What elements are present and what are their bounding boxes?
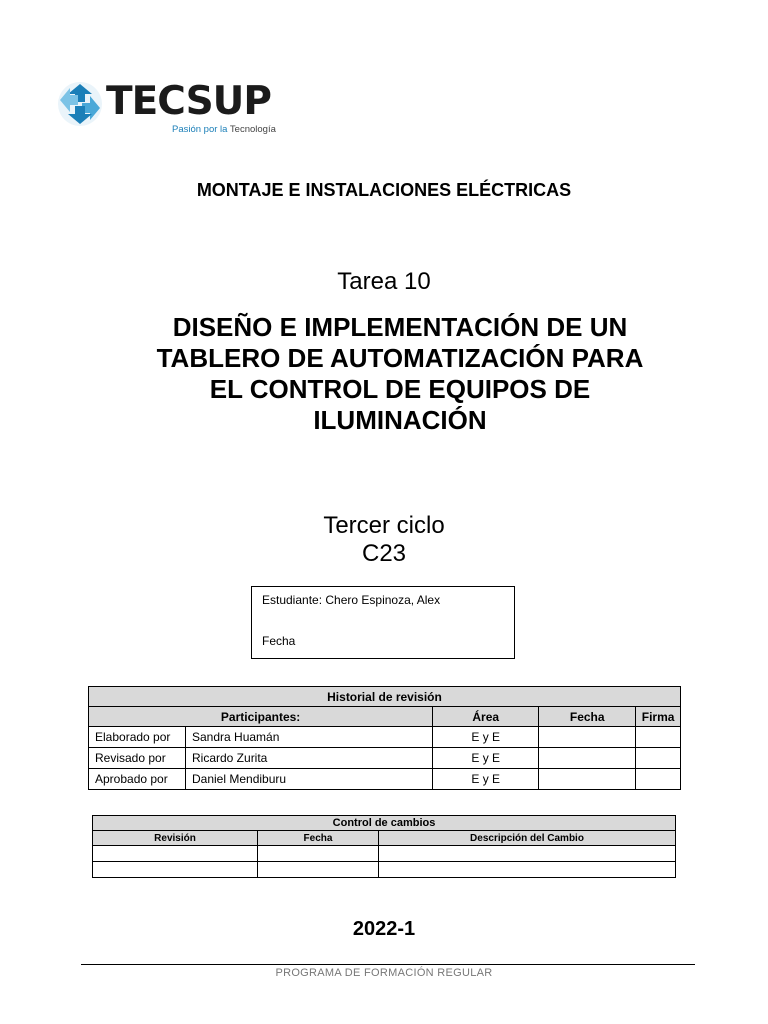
area-cell: E y E (433, 769, 539, 790)
student-name: Estudiante: Chero Espinoza, Alex (262, 593, 441, 607)
col-header: Área (433, 707, 539, 727)
title-line: EL CONTROL DE EQUIPOS DE (209, 374, 591, 404)
col-header: Revisión (93, 831, 258, 846)
logo-wordmark: TECSUP (106, 79, 271, 124)
date-label: Fecha (262, 634, 296, 648)
description-cell (379, 862, 676, 878)
signature-cell (636, 748, 681, 769)
student-box (251, 586, 515, 659)
revision-cell (93, 846, 258, 862)
title-line: TABLERO DE AUTOMATIZACIÓN PARA (156, 343, 644, 373)
area-cell: E y E (433, 727, 539, 748)
date-cell (539, 748, 636, 769)
table-row (89, 727, 681, 748)
section-label: C23 (361, 540, 407, 567)
footer-divider (81, 964, 695, 965)
date-cell (539, 727, 636, 748)
cycle-label: Tercer ciclo (323, 512, 445, 539)
role-cell: Aprobado por (89, 769, 186, 790)
name-cell: Daniel Mendiburu (186, 769, 433, 790)
role-cell: Revisado por (89, 748, 186, 769)
name-cell: Ricardo Zurita (186, 748, 433, 769)
table-row (93, 862, 676, 878)
logo-tagline (172, 124, 276, 135)
role-cell: Elaborado por (89, 727, 186, 748)
col-header: Participantes: (89, 707, 433, 727)
logo-tagline-a: Pasión por la (172, 124, 228, 135)
col-header: Fecha (258, 831, 379, 846)
table-row (93, 846, 676, 862)
table-row (89, 769, 681, 790)
document-title (120, 312, 680, 436)
signature-cell (636, 727, 681, 748)
date-cell (539, 769, 636, 790)
title-line: DISEÑO E IMPLEMENTACIÓN DE UN (172, 312, 628, 342)
description-cell (379, 846, 676, 862)
title-line: ILUMINACIÓN (313, 405, 487, 435)
task-label: Tarea 10 (337, 268, 431, 295)
footer-text: PROGRAMA DE FORMACIÓN REGULAR (275, 967, 493, 979)
date-cell (258, 846, 379, 862)
tecsup-logo (56, 78, 276, 140)
course-name: MONTAJE E INSTALACIONES ELÉCTRICAS (196, 180, 572, 200)
revision-cell (93, 862, 258, 878)
year-label: 2022-1 (352, 918, 416, 940)
col-header: Fecha (539, 707, 636, 727)
area-cell: E y E (433, 748, 539, 769)
date-cell (258, 862, 379, 878)
revision-history-title: Historial de revisión (89, 687, 681, 707)
change-control-title: Control de cambios (93, 816, 676, 831)
change-control-table (92, 815, 676, 878)
recycle-arrows-icon (56, 80, 104, 128)
table-row (89, 748, 681, 769)
col-header: Descripción del Cambio (379, 831, 676, 846)
signature-cell (636, 769, 681, 790)
cycle-info (0, 512, 768, 568)
name-cell: Sandra Huamán (186, 727, 433, 748)
col-header: Firma (636, 707, 681, 727)
revision-history-table (88, 686, 681, 790)
logo-tagline-b: Tecnología (229, 124, 276, 135)
